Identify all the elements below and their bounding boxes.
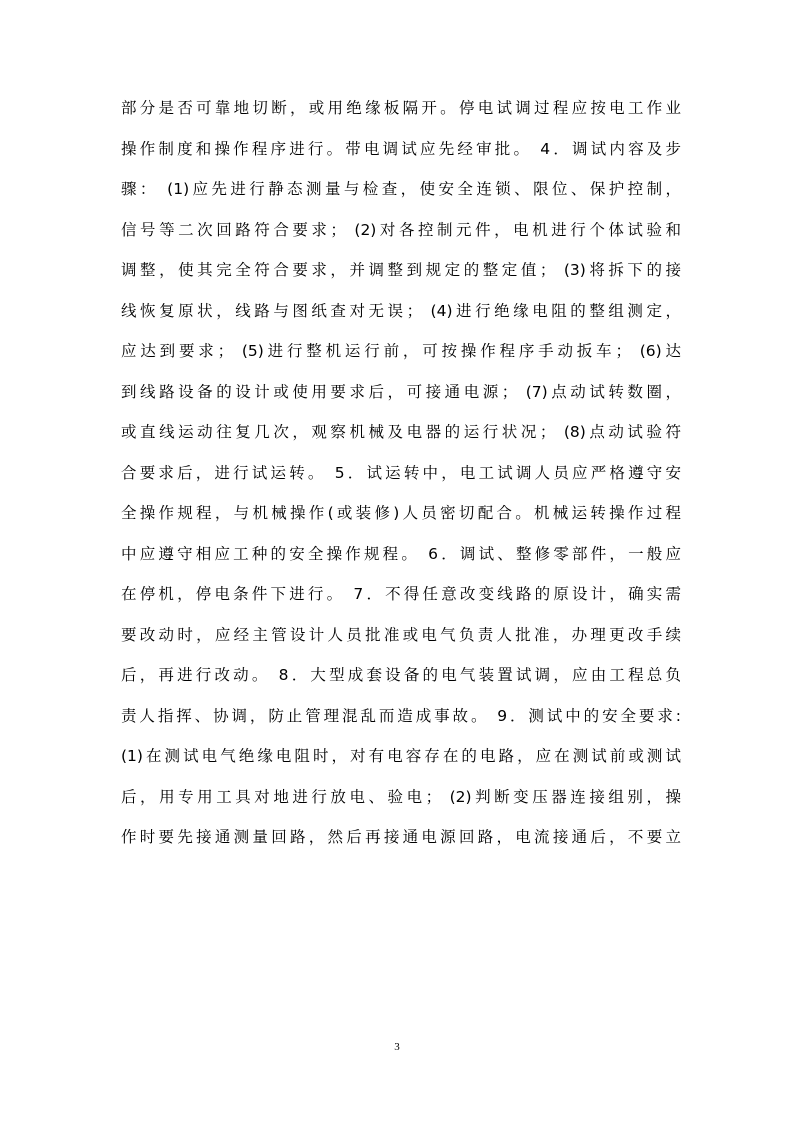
text-line: 合要求后，进行试运转。 5．试运转中，电工试调人员应严格遵守安 [121,463,681,482]
text-line: 作时要先接通测量回路，然后再接通电源回路，电流接通后，不要立 [121,828,681,846]
body-text [121,88,681,858]
text-line: 信号等二次回路符合要求； (2)对各控制元件，电机进行个体试验和 [121,220,681,239]
text-line: 全操作规程，与机械操作(或装修)人员密切配合。机械运转操作过程 [121,504,681,522]
text-line: 后，用专用工具对地进行放电、验电； (2)判断变压器连接组别，操 [121,787,681,806]
text-line: 应达到要求； (5)进行整机运行前，可按操作程序手动扳车； (6)达 [121,342,681,360]
text-line: 要改动时，应经主管设计人员批准或电气负责人批准，办理更改手续 [121,625,681,644]
text-line: 到线路设备的设计或使用要求后，可接通电源； (7)点动试转数圈， [121,382,681,401]
text-line: 操作制度和操作程序进行。带电调试应先经审批。 4．调试内容及步 [121,139,681,158]
text-line: (1)在测试电气绝缘电阻时，对有电容存在的电路，应在测试前或测试 [121,747,681,765]
text-line: 部分是否可靠地切断，或用绝缘板隔开。停电试调过程应按电工作业 [121,99,681,117]
text-line: 线恢复原状，线路与图纸查对无误； (4)进行绝缘电阻的整组测定， [121,301,681,320]
text-line: 中应遵守相应工种的安全操作规程。 6．调试、整修零部件，一般应 [121,544,681,563]
text-line: 责人指挥、协调，防止管理混乱而造成事故。 9．测试中的安全要求: [121,706,681,725]
text-line: 在停机，停电条件下进行。 7．不得任意改变线路的原设计，确实需 [121,585,681,603]
text-line: 骤： (1)应先进行静态测量与检查，使安全连锁、限位、保护控制， [121,180,681,198]
text-line: 调整，使其完全符合要求，并调整到规定的整定值； (3)将拆下的接 [121,261,681,279]
page-number: 3 [394,1041,400,1053]
text-line: 后，再进行改动。 8．大型成套设备的电气装置试调，应由工程总负 [121,666,681,684]
text-line: 或直线运动往复几次，观察机械及电器的运行状况； (8)点动试验符 [121,423,681,441]
